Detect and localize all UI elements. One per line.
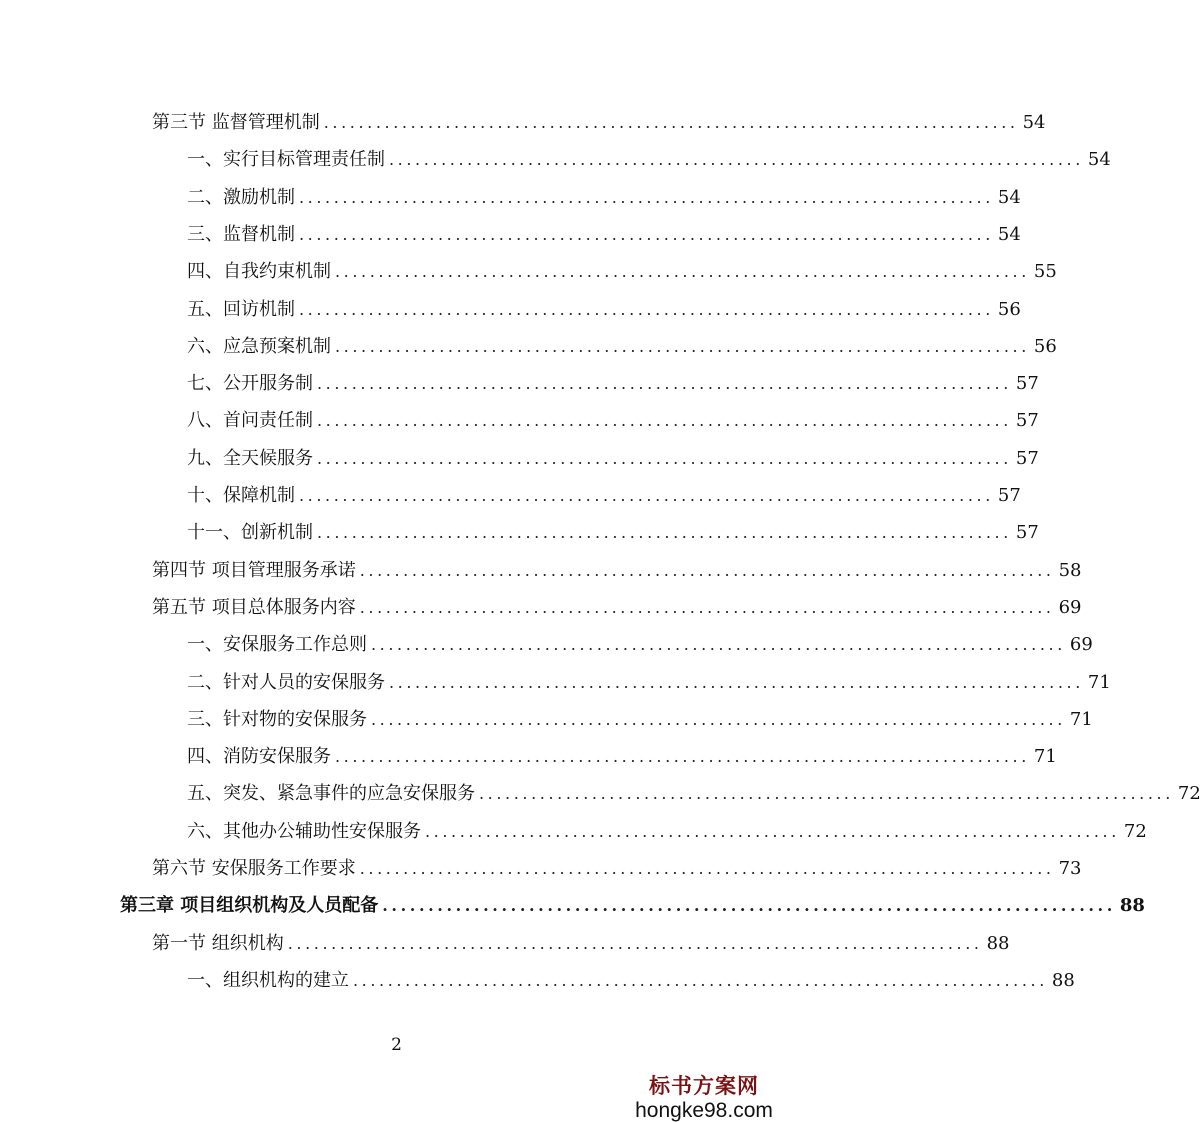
toc-entry-title: 三、监督机制 — [187, 223, 295, 245]
toc-entry — [187, 365, 1039, 395]
toc-entry-title: 一、安保服务工作总则 — [187, 634, 367, 656]
toc-entry-page: 58 — [1058, 559, 1082, 581]
toc-leader-dots: ................................................................................ — [317, 523, 1012, 543]
toc-entry-page: 57 — [1015, 410, 1039, 432]
toc-entry-title: 九、全天候服务 — [187, 447, 313, 469]
toc-entry-title: 四、消防安保服务 — [187, 746, 331, 768]
toc-entry — [187, 477, 1021, 507]
toc-entry-title: 十、保障机制 — [187, 485, 295, 506]
toc-entry — [120, 887, 1145, 917]
toc-entry-page: 71 — [1033, 746, 1057, 768]
toc-entry — [187, 216, 1021, 246]
toc-entry-page: 88 — [1119, 895, 1145, 917]
toc-entry-page: 57 — [1015, 373, 1039, 395]
toc-entry-page: 69 — [1058, 596, 1082, 618]
toc-entry-title: 第一节 组织机构 — [152, 932, 284, 954]
toc-entry — [187, 291, 1021, 321]
toc-entry — [187, 402, 1039, 432]
toc-entry-title: 一、实行目标管理责任制 — [187, 149, 385, 171]
toc-entry — [152, 104, 1046, 134]
toc-entry-title: 八、首问责任制 — [187, 410, 313, 432]
toc-leader-dots: ................................................................................ — [317, 448, 1012, 468]
toc-entry — [187, 701, 1093, 731]
toc-entry — [152, 925, 1010, 955]
toc-entry-page: 73 — [1058, 858, 1082, 879]
toc-entry-title: 四、自我约束机制 — [187, 261, 331, 283]
toc-leader-dots: ................................................................................ — [382, 896, 1116, 916]
toc-entry-title: 一、组织机构的建立 — [187, 969, 349, 991]
toc-leader-dots: ................................................................................ — [317, 374, 1012, 394]
toc-entry — [187, 179, 1021, 209]
toc-entry — [152, 850, 1082, 880]
toc-entry-title: 第四节 项目管理服务承诺 — [152, 559, 356, 581]
toc-entry — [187, 141, 1111, 171]
toc-entry-title: 五、回访机制 — [187, 298, 295, 320]
toc-leader-dots: ................................................................................ — [299, 187, 994, 207]
toc-entry-title: 七、公开服务制 — [187, 373, 313, 395]
toc-entry-title: 第三章 项目组织机构及人员配备 — [120, 895, 379, 917]
toc-entry-title: 二、激励机制 — [187, 186, 295, 208]
toc-entry — [187, 775, 1201, 805]
toc-entry-page: 54 — [997, 223, 1021, 245]
toc-entry-page: 72 — [1123, 820, 1147, 842]
toc-entry-page: 56 — [1033, 335, 1057, 357]
toc-entry-page: 55 — [1033, 261, 1057, 283]
toc-entry — [187, 962, 1075, 992]
toc-leader-dots: ................................................................................ — [317, 411, 1012, 431]
toc-leader-dots: ................................................................................ — [389, 150, 1084, 170]
toc-leader-dots: ................................................................................ — [479, 784, 1174, 804]
toc-entry-page: 54 — [1022, 112, 1046, 133]
toc-leader-dots: ................................................................................ — [359, 560, 1055, 580]
toc-entry — [187, 514, 1039, 544]
toc-entry-title: 第六节 安保服务工作要求 — [152, 858, 356, 879]
toc-leader-dots: ................................................................................ — [335, 747, 1030, 767]
toc-entry — [152, 552, 1082, 582]
toc-entry — [187, 738, 1057, 768]
watermark-logo — [629, 1070, 779, 1122]
toc-entry-title: 第三节 监督管理机制 — [152, 112, 320, 133]
toc-entry-title: 第五节 项目总体服务内容 — [152, 596, 356, 618]
toc-entry-page: 57 — [1015, 447, 1039, 469]
toc-entry-title: 三、针对物的安保服务 — [187, 708, 367, 730]
toc-leader-dots: ................................................................................ — [371, 709, 1066, 729]
toc-entry — [187, 813, 1147, 843]
toc-entry-page: 57 — [1015, 522, 1039, 544]
toc-leader-dots: ................................................................................ — [359, 597, 1055, 617]
toc-leader-dots: ................................................................................ — [425, 821, 1120, 841]
toc-entry-page: 57 — [997, 485, 1021, 506]
toc-entry-page: 88 — [986, 932, 1010, 954]
toc-entry — [187, 626, 1093, 656]
toc-leader-dots: ................................................................................ — [299, 224, 994, 244]
toc-entry-title: 十一、创新机制 — [187, 522, 313, 544]
toc-leader-dots: ................................................................................ — [371, 635, 1066, 655]
toc-entry-title: 二、针对人员的安保服务 — [187, 671, 385, 693]
toc-entry — [187, 328, 1057, 358]
toc-leader-dots: ................................................................................ — [323, 113, 1019, 132]
toc-entry — [187, 440, 1039, 470]
toc-entry-page: 56 — [997, 298, 1021, 320]
toc-entry — [152, 589, 1082, 619]
toc-entry-title: 六、其他办公辅助性安保服务 — [187, 820, 421, 842]
toc-entry-page: 88 — [1051, 969, 1075, 991]
toc-leader-dots: ................................................................................ — [353, 970, 1048, 990]
watermark-domain: hongke98.com — [635, 1099, 773, 1122]
toc-entry-page: 54 — [997, 186, 1021, 208]
toc-leader-dots: ................................................................................ — [299, 486, 994, 505]
toc-entry — [187, 664, 1111, 694]
toc-leader-dots: ................................................................................ — [299, 299, 994, 319]
watermark-name: 标书方案网 — [649, 1073, 759, 1098]
toc-leader-dots: ................................................................................ — [389, 672, 1084, 692]
page-number: 2 — [391, 1035, 402, 1055]
toc-leader-dots: ................................................................................ — [287, 933, 983, 953]
toc-entry-page: 54 — [1087, 149, 1111, 171]
toc-entry — [187, 253, 1057, 283]
toc-leader-dots: ................................................................................ — [359, 859, 1055, 878]
toc-entry-title: 六、应急预案机制 — [187, 335, 331, 357]
toc-entry-page: 69 — [1069, 634, 1093, 656]
toc-entry-page: 71 — [1087, 671, 1111, 693]
toc-entry-title: 五、突发、紧急事件的应急安保服务 — [187, 783, 475, 805]
toc-entry-page: 71 — [1069, 708, 1093, 730]
toc-leader-dots: ................................................................................ — [335, 262, 1030, 282]
toc-entry-page: 72 — [1177, 783, 1201, 805]
toc-leader-dots: ................................................................................ — [335, 336, 1030, 356]
